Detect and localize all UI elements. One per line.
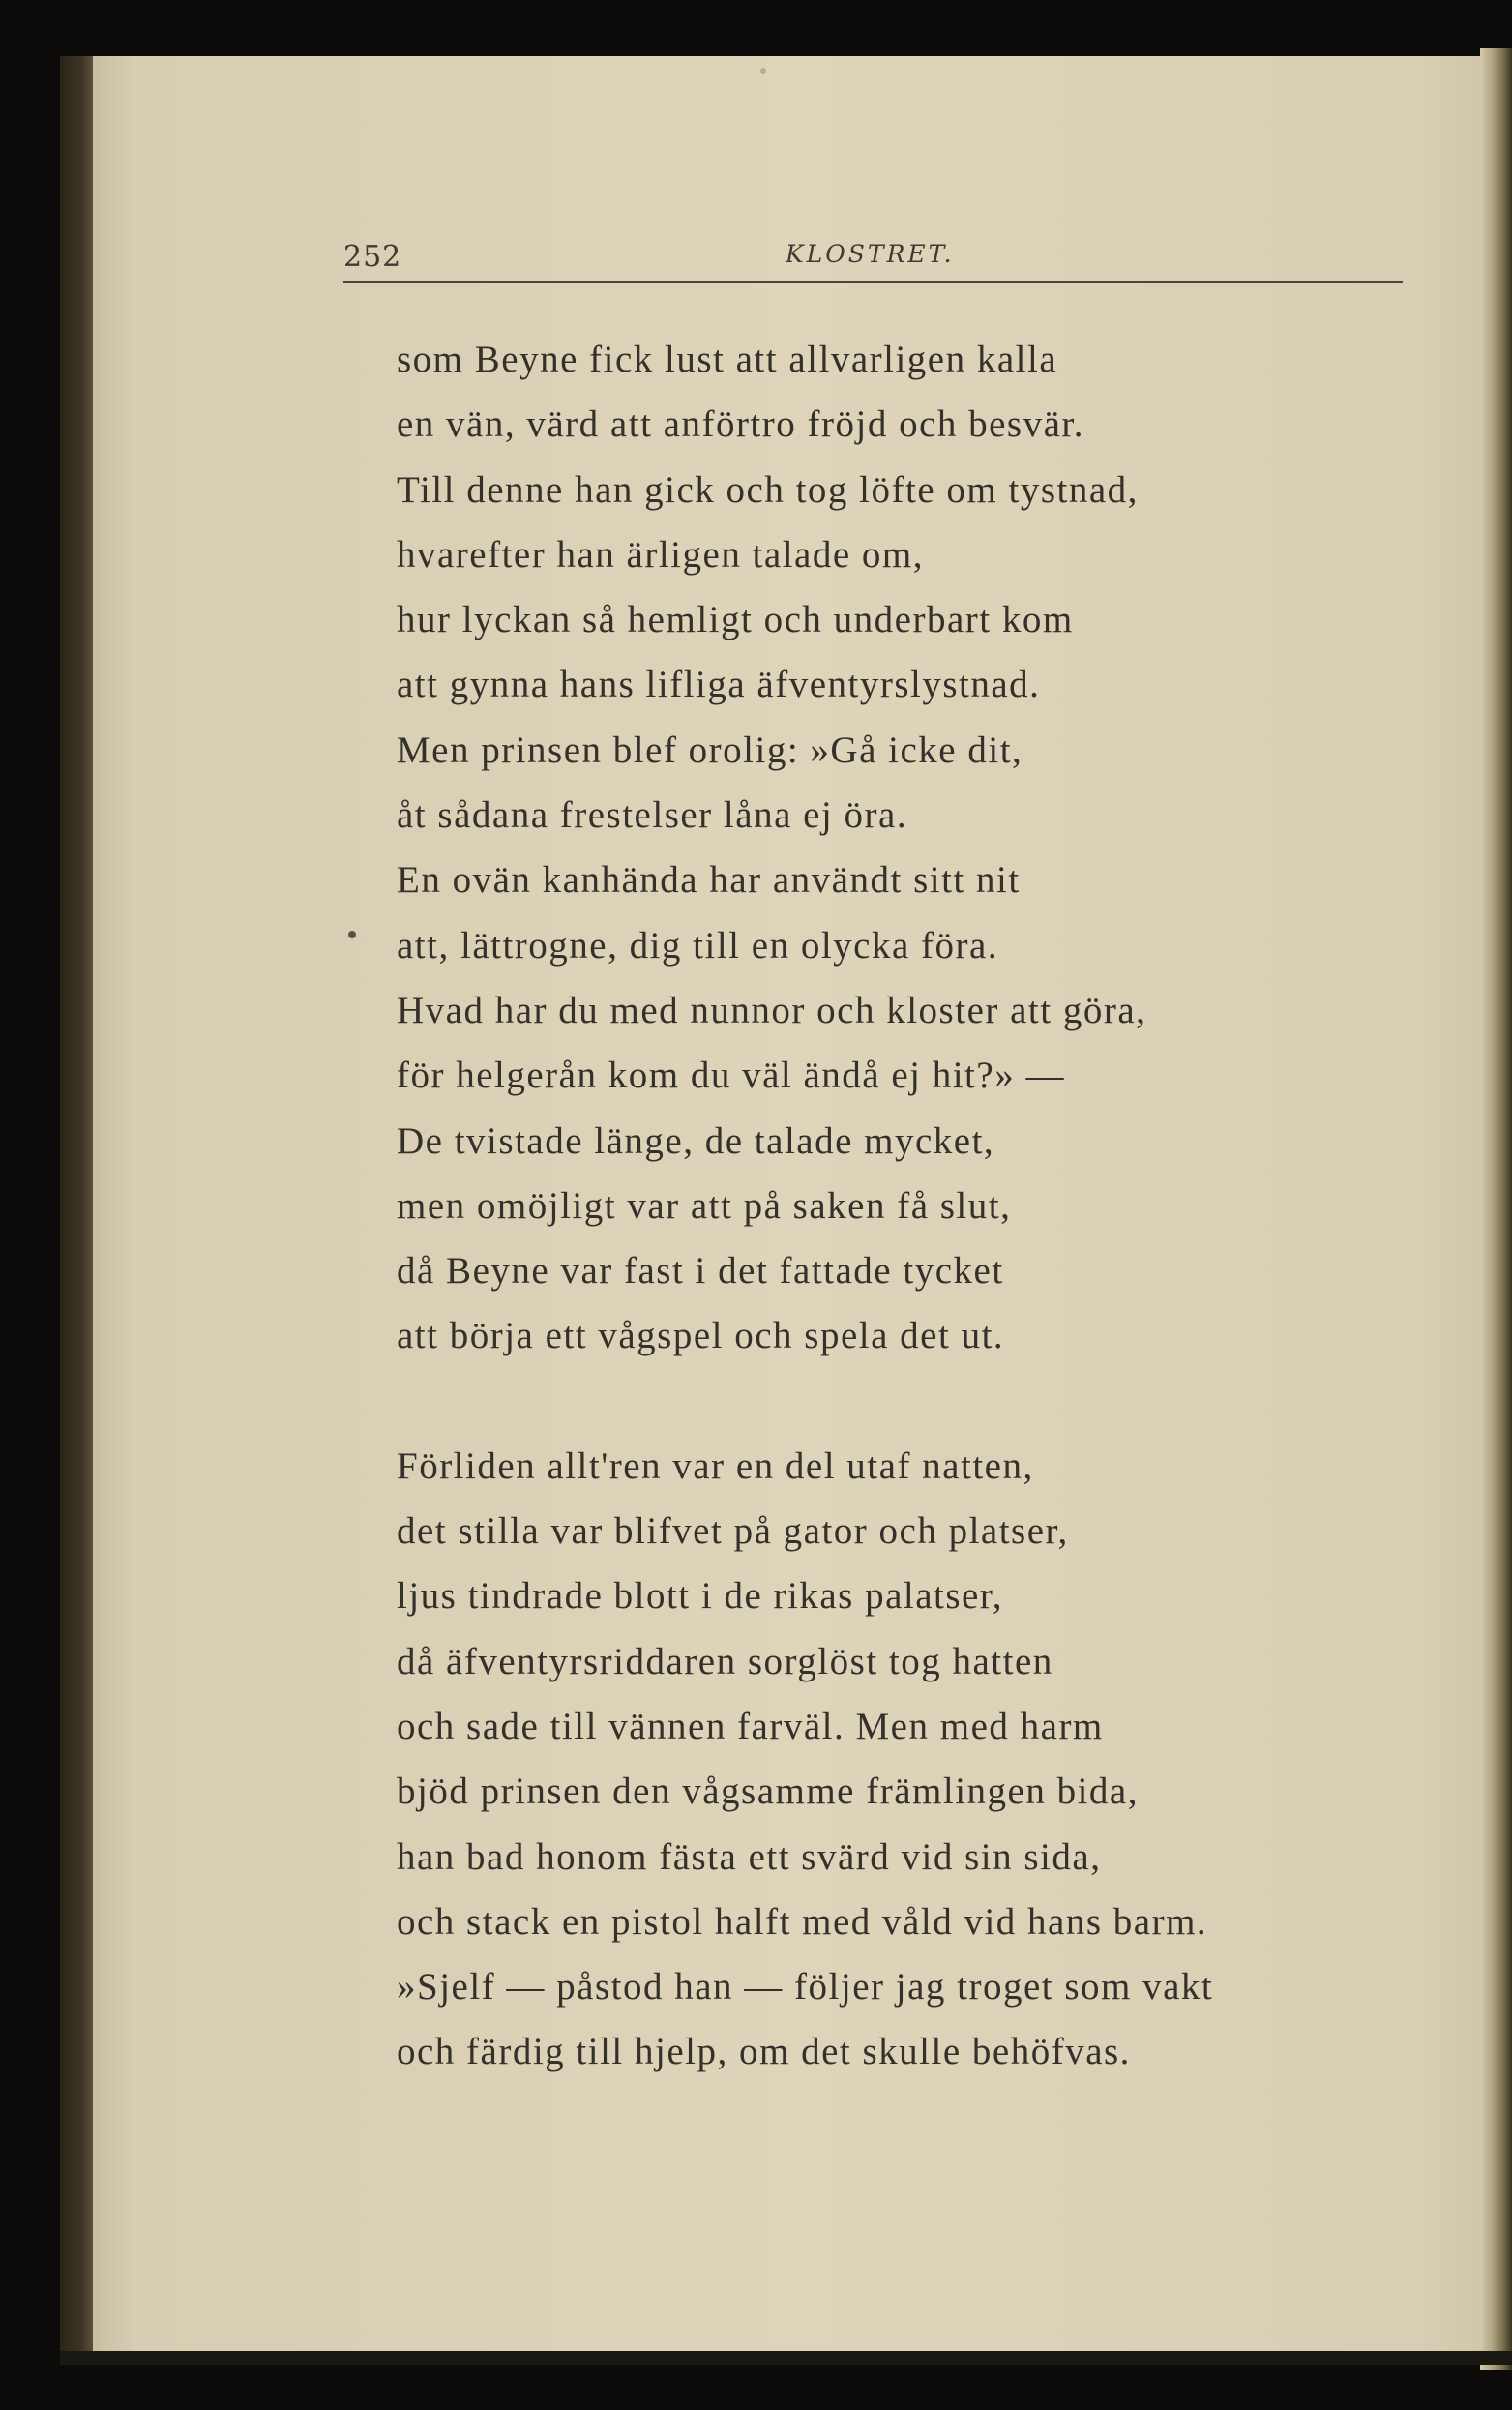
verse-line: och stack en pistol halft med våld vid hans barm. [397,1900,1208,1943]
verse-line: Till denne han gick och tog löfte om tystnad, [397,468,1139,511]
margin-dot [348,931,356,938]
verse-line: ljus tindrade blott i de rikas palatser, [397,1575,1004,1618]
verse-line: det stilla var blifvet på gator och platser, [397,1510,1069,1553]
verse-line: då Beyne var fast i det fattade tycket [397,1250,1004,1293]
verse-line: De tvistade länge, de talade mycket, [397,1119,995,1162]
verse-line: och sade till vännen farväl. Men med harm [397,1705,1104,1747]
verse-line: för helgerån kom du väl ändå ej hit?» — [397,1055,1065,1097]
verse-line: att, lättrogne, dig till en olycka föra. [397,924,999,967]
verse-line: och färdig till hjelp, om det skulle behöfvas. [397,2031,1131,2073]
verse-line: en vän, värd att anförtro fröjd och besvär. [397,403,1085,446]
verse-line: Men prinsen blef orolig: »Gå icke dit, [397,729,1023,771]
verse-line: hvarefter han ärligen talade om, [397,533,925,576]
verse-line: att gynna hans lifliga äfventyrslystnad. [397,664,1041,706]
bottom-edge-shadow [60,2351,1512,2365]
verse-line: »Sjelf — påstod han — följer jag troget som vakt [397,1966,1214,2008]
verse-line: Förliden allt'ren var en del utaf natten, [397,1444,1034,1487]
verse-line: han bad honom fästa ett svärd vid sin sida, [397,1835,1102,1878]
stanza-1 [397,327,1461,1369]
paper-speck [760,68,766,74]
verse-line: åt sådana frestelser låna ej öra. [397,794,908,837]
page-header [343,232,1403,281]
verse-line: som Beyne fick lust att allvarligen kalla [397,339,1058,380]
page-number: 252 [343,240,402,274]
stanza-2 [397,1434,1461,2085]
verse-line: hur lyckan så hemligt och underbart kom [397,599,1074,641]
verse-line: men omöjligt var att på saken få slut, [397,1184,1012,1227]
verse-line: då äfventyrsriddaren sorglöst tog hatten [397,1640,1053,1682]
page-fore-edge [1480,48,1512,2370]
verse-line: Hvad har du med nunnor och kloster att göra, [397,989,1147,1031]
running-title: KLOSTRET. [786,240,955,268]
verse-line: En ovän kanhända har användt sitt nit [397,859,1021,902]
verse-line: att börja ett vågspel och spela det ut. [397,1315,1005,1357]
verse-line: bjöd prinsen den vågsamme främlingen bida, [397,1770,1139,1813]
poem-text [397,327,1461,2085]
header-rule [343,281,1403,283]
